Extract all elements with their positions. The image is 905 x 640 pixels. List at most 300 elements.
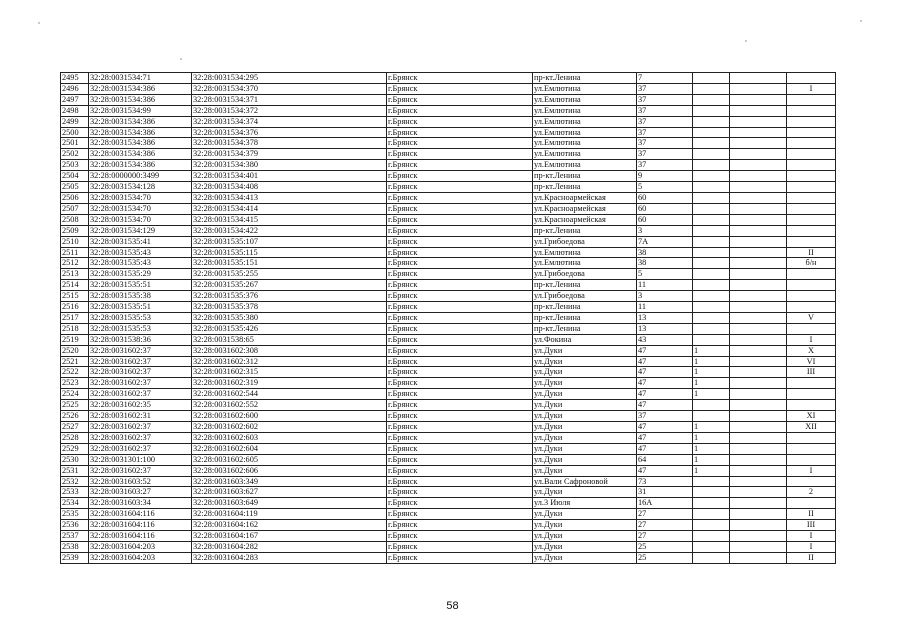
premise-number-cell xyxy=(787,138,836,149)
city-cell: г.Брянск xyxy=(387,476,533,487)
row-number-cell: 2509 xyxy=(61,225,89,236)
flat-cell xyxy=(730,160,787,171)
object-cadastral-number-cell: 32:28:0031535:267 xyxy=(192,280,387,291)
premise-number-cell: I xyxy=(787,531,836,542)
city-cell: г.Брянск xyxy=(387,280,533,291)
cadastral-number-cell: 32:28:0031535:53 xyxy=(89,323,192,334)
object-cadastral-number-cell: 32:28:0031604:283 xyxy=(192,552,387,563)
city-cell: г.Брянск xyxy=(387,302,533,313)
building-cell: 1 xyxy=(693,378,730,389)
row-number-cell: 2521 xyxy=(61,356,89,367)
cadastral-number-cell: 32:28:0031534:386 xyxy=(89,149,192,160)
building-cell xyxy=(693,73,730,84)
object-cadastral-number-cell: 32:28:0031602:544 xyxy=(192,389,387,400)
cadastral-number-cell: 32:28:0031534:386 xyxy=(89,83,192,94)
building-cell xyxy=(693,258,730,269)
table-row xyxy=(61,541,836,552)
street-cell: ул.Дуки xyxy=(533,356,637,367)
row-number-cell: 2520 xyxy=(61,345,89,356)
row-number-cell: 2524 xyxy=(61,389,89,400)
flat-cell xyxy=(730,116,787,127)
row-number-cell: 2507 xyxy=(61,203,89,214)
table-row xyxy=(61,269,836,280)
house-number-cell: 37 xyxy=(637,138,693,149)
table-row xyxy=(61,105,836,116)
premise-number-cell: I xyxy=(787,541,836,552)
table-row xyxy=(61,203,836,214)
street-cell: ул.Дуки xyxy=(533,520,637,531)
city-cell: г.Брянск xyxy=(387,225,533,236)
building-cell xyxy=(693,312,730,323)
street-cell: ул.Дуки xyxy=(533,400,637,411)
flat-cell xyxy=(730,127,787,138)
street-cell: ул.Емлютина xyxy=(533,138,637,149)
house-number-cell: 37 xyxy=(637,160,693,171)
building-cell: 1 xyxy=(693,389,730,400)
object-cadastral-number-cell: 32:28:0031534:374 xyxy=(192,116,387,127)
building-cell xyxy=(693,214,730,225)
row-number-cell: 2511 xyxy=(61,247,89,258)
premise-number-cell: 2 xyxy=(787,487,836,498)
flat-cell xyxy=(730,422,787,433)
object-cadastral-number-cell: 32:28:0031604:119 xyxy=(192,509,387,520)
premise-number-cell: I xyxy=(787,83,836,94)
scan-speck xyxy=(180,58,182,60)
flat-cell xyxy=(730,214,787,225)
street-cell: ул.Дуки xyxy=(533,432,637,443)
flat-cell xyxy=(730,400,787,411)
building-cell xyxy=(693,127,730,138)
house-number-cell: 37 xyxy=(637,94,693,105)
street-cell: ул.Дуки xyxy=(533,465,637,476)
street-cell: ул.Емлютина xyxy=(533,127,637,138)
row-number-cell: 2530 xyxy=(61,454,89,465)
flat-cell xyxy=(730,203,787,214)
object-cadastral-number-cell: 32:28:0031602:308 xyxy=(192,345,387,356)
object-cadastral-number-cell: 32:28:0031602:603 xyxy=(192,432,387,443)
building-cell: 1 xyxy=(693,345,730,356)
building-cell xyxy=(693,138,730,149)
street-cell: ул.Емлютина xyxy=(533,94,637,105)
street-cell: ул.Дуки xyxy=(533,531,637,542)
table-row xyxy=(61,422,836,433)
premise-number-cell: III xyxy=(787,367,836,378)
registry-table xyxy=(60,72,836,564)
premise-number-cell xyxy=(787,225,836,236)
premise-number-cell xyxy=(787,192,836,203)
row-number-cell: 2535 xyxy=(61,509,89,520)
street-cell: ул.Красноармейская xyxy=(533,192,637,203)
object-cadastral-number-cell: 32:28:0031534:295 xyxy=(192,73,387,84)
flat-cell xyxy=(730,312,787,323)
premise-number-cell xyxy=(787,149,836,160)
building-cell xyxy=(693,323,730,334)
row-number-cell: 2500 xyxy=(61,127,89,138)
city-cell: г.Брянск xyxy=(387,160,533,171)
page-number: 58 xyxy=(446,600,459,612)
premise-number-cell xyxy=(787,116,836,127)
flat-cell xyxy=(730,225,787,236)
house-number-cell: 5 xyxy=(637,182,693,193)
object-cadastral-number-cell: 32:28:0031535:426 xyxy=(192,323,387,334)
object-cadastral-number-cell: 32:28:0031602:604 xyxy=(192,443,387,454)
table-row xyxy=(61,356,836,367)
cadastral-number-cell: 32:28:0031603:27 xyxy=(89,487,192,498)
table-row xyxy=(61,465,836,476)
table-row xyxy=(61,116,836,127)
row-number-cell: 2523 xyxy=(61,378,89,389)
flat-cell xyxy=(730,94,787,105)
cadastral-number-cell: 32:28:0031602:37 xyxy=(89,367,192,378)
object-cadastral-number-cell: 32:28:0031534:378 xyxy=(192,138,387,149)
house-number-cell: 25 xyxy=(637,552,693,563)
building-cell xyxy=(693,83,730,94)
table-row xyxy=(61,323,836,334)
table-row xyxy=(61,236,836,247)
city-cell: г.Брянск xyxy=(387,454,533,465)
row-number-cell: 2537 xyxy=(61,531,89,542)
object-cadastral-number-cell: 32:28:0031602:312 xyxy=(192,356,387,367)
premise-number-cell xyxy=(787,182,836,193)
row-number-cell: 2536 xyxy=(61,520,89,531)
street-cell: ул.Дуки xyxy=(533,541,637,552)
building-cell xyxy=(693,509,730,520)
registry-table-body xyxy=(61,73,836,564)
flat-cell xyxy=(730,291,787,302)
building-cell: 1 xyxy=(693,465,730,476)
object-cadastral-number-cell: 32:28:0031535:380 xyxy=(192,312,387,323)
premise-number-cell xyxy=(787,432,836,443)
premise-number-cell xyxy=(787,127,836,138)
flat-cell xyxy=(730,454,787,465)
building-cell xyxy=(693,192,730,203)
street-cell: ул.Дуки xyxy=(533,552,637,563)
row-number-cell: 2518 xyxy=(61,323,89,334)
house-number-cell: 3 xyxy=(637,291,693,302)
cadastral-number-cell: 32:28:0031534:128 xyxy=(89,182,192,193)
building-cell xyxy=(693,116,730,127)
row-number-cell: 2517 xyxy=(61,312,89,323)
row-number-cell: 2512 xyxy=(61,258,89,269)
table-row xyxy=(61,138,836,149)
cadastral-number-cell: 32:28:0031535:43 xyxy=(89,247,192,258)
table-row xyxy=(61,149,836,160)
premise-number-cell: I xyxy=(787,465,836,476)
flat-cell xyxy=(730,334,787,345)
city-cell: г.Брянск xyxy=(387,247,533,258)
house-number-cell: 64 xyxy=(637,454,693,465)
building-cell xyxy=(693,302,730,313)
city-cell: г.Брянск xyxy=(387,432,533,443)
cadastral-number-cell: 32:28:0031534:386 xyxy=(89,127,192,138)
cadastral-number-cell: 32:28:0031603:34 xyxy=(89,498,192,509)
table-row xyxy=(61,509,836,520)
cadastral-number-cell: 32:28:0031534:70 xyxy=(89,203,192,214)
cadastral-number-cell: 32:28:0031534:70 xyxy=(89,192,192,203)
house-number-cell: 27 xyxy=(637,520,693,531)
building-cell xyxy=(693,552,730,563)
flat-cell xyxy=(730,531,787,542)
city-cell: г.Брянск xyxy=(387,258,533,269)
table-row xyxy=(61,520,836,531)
premise-number-cell xyxy=(787,291,836,302)
city-cell: г.Брянск xyxy=(387,323,533,334)
flat-cell xyxy=(730,236,787,247)
object-cadastral-number-cell: 32:28:0031604:162 xyxy=(192,520,387,531)
row-number-cell: 2526 xyxy=(61,411,89,422)
flat-cell xyxy=(730,443,787,454)
flat-cell xyxy=(730,192,787,203)
cadastral-number-cell: 32:28:0031534:386 xyxy=(89,116,192,127)
object-cadastral-number-cell: 32:28:0031534:370 xyxy=(192,83,387,94)
house-number-cell: 7 xyxy=(637,73,693,84)
object-cadastral-number-cell: 32:28:0031534:371 xyxy=(192,94,387,105)
building-cell: 1 xyxy=(693,454,730,465)
table-row xyxy=(61,94,836,105)
object-cadastral-number-cell: 32:28:0031602:600 xyxy=(192,411,387,422)
cadastral-number-cell: 32:28:0031534:99 xyxy=(89,105,192,116)
premise-number-cell xyxy=(787,323,836,334)
house-number-cell: 38 xyxy=(637,258,693,269)
house-number-cell: 43 xyxy=(637,334,693,345)
cadastral-number-cell: 32:28:0031602:37 xyxy=(89,422,192,433)
table-row xyxy=(61,73,836,84)
building-cell xyxy=(693,269,730,280)
city-cell: г.Брянск xyxy=(387,411,533,422)
row-number-cell: 2528 xyxy=(61,432,89,443)
object-cadastral-number-cell: 32:28:0031602:552 xyxy=(192,400,387,411)
house-number-cell: 37 xyxy=(637,149,693,160)
city-cell: г.Брянск xyxy=(387,400,533,411)
flat-cell xyxy=(730,509,787,520)
row-number-cell: 2504 xyxy=(61,171,89,182)
premise-number-cell xyxy=(787,454,836,465)
street-cell: ул.3 Июля xyxy=(533,498,637,509)
premise-number-cell xyxy=(787,160,836,171)
scan-speck xyxy=(38,22,40,24)
cadastral-number-cell: 32:28:0031604:203 xyxy=(89,541,192,552)
city-cell: г.Брянск xyxy=(387,269,533,280)
row-number-cell: 2503 xyxy=(61,160,89,171)
city-cell: г.Брянск xyxy=(387,520,533,531)
house-number-cell: 60 xyxy=(637,192,693,203)
city-cell: г.Брянск xyxy=(387,116,533,127)
house-number-cell: 37 xyxy=(637,83,693,94)
house-number-cell: 27 xyxy=(637,509,693,520)
city-cell: г.Брянск xyxy=(387,105,533,116)
premise-number-cell xyxy=(787,378,836,389)
street-cell: ул.Дуки xyxy=(533,422,637,433)
row-number-cell: 2497 xyxy=(61,94,89,105)
premise-number-cell xyxy=(787,236,836,247)
row-number-cell: 2495 xyxy=(61,73,89,84)
city-cell: г.Брянск xyxy=(387,291,533,302)
row-number-cell: 2516 xyxy=(61,302,89,313)
street-cell: пр-кт.Ленина xyxy=(533,302,637,313)
row-number-cell: 2502 xyxy=(61,149,89,160)
city-cell: г.Брянск xyxy=(387,487,533,498)
house-number-cell: 47 xyxy=(637,443,693,454)
table-row xyxy=(61,171,836,182)
street-cell: ул.Емлютина xyxy=(533,105,637,116)
premise-number-cell: XI xyxy=(787,411,836,422)
building-cell: 1 xyxy=(693,443,730,454)
building-cell xyxy=(693,225,730,236)
building-cell xyxy=(693,182,730,193)
cadastral-number-cell: 32:28:0031538:36 xyxy=(89,334,192,345)
table-row xyxy=(61,432,836,443)
house-number-cell: 60 xyxy=(637,203,693,214)
flat-cell xyxy=(730,73,787,84)
table-row xyxy=(61,454,836,465)
table-row xyxy=(61,411,836,422)
table-row xyxy=(61,225,836,236)
table-row xyxy=(61,291,836,302)
house-number-cell: 3 xyxy=(637,225,693,236)
premise-number-cell xyxy=(787,269,836,280)
row-number-cell: 2531 xyxy=(61,465,89,476)
flat-cell xyxy=(730,541,787,552)
house-number-cell: 27 xyxy=(637,531,693,542)
street-cell: пр-кт.Ленина xyxy=(533,323,637,334)
flat-cell xyxy=(730,149,787,160)
table-row xyxy=(61,127,836,138)
table-row xyxy=(61,400,836,411)
street-cell: ул.Емлютина xyxy=(533,258,637,269)
flat-cell xyxy=(730,411,787,422)
street-cell: пр-кт.Ленина xyxy=(533,171,637,182)
house-number-cell: 47 xyxy=(637,356,693,367)
cadastral-number-cell: 32:28:0031602:31 xyxy=(89,411,192,422)
object-cadastral-number-cell: 32:28:0031534:401 xyxy=(192,171,387,182)
row-number-cell: 2498 xyxy=(61,105,89,116)
house-number-cell: 47 xyxy=(637,400,693,411)
city-cell: г.Брянск xyxy=(387,312,533,323)
row-number-cell: 2505 xyxy=(61,182,89,193)
flat-cell xyxy=(730,323,787,334)
street-cell: ул.Фокина xyxy=(533,334,637,345)
premise-number-cell xyxy=(787,443,836,454)
flat-cell xyxy=(730,258,787,269)
building-cell xyxy=(693,280,730,291)
row-number-cell: 2527 xyxy=(61,422,89,433)
cadastral-number-cell: 32:28:0031534:129 xyxy=(89,225,192,236)
street-cell: пр-кт.Ленина xyxy=(533,225,637,236)
street-cell: пр-кт.Ленина xyxy=(533,312,637,323)
table-row xyxy=(61,476,836,487)
street-cell: ул.Дуки xyxy=(533,487,637,498)
flat-cell xyxy=(730,83,787,94)
premise-number-cell xyxy=(787,389,836,400)
object-cadastral-number-cell: 32:28:0031603:627 xyxy=(192,487,387,498)
premise-number-cell: II xyxy=(787,509,836,520)
premise-number-cell: V xyxy=(787,312,836,323)
table-row xyxy=(61,443,836,454)
cadastral-number-cell: 32:28:0031604:203 xyxy=(89,552,192,563)
flat-cell xyxy=(730,432,787,443)
cadastral-number-cell: 32:28:0031602:37 xyxy=(89,443,192,454)
city-cell: г.Брянск xyxy=(387,345,533,356)
row-number-cell: 2525 xyxy=(61,400,89,411)
premise-number-cell xyxy=(787,73,836,84)
premise-number-cell xyxy=(787,302,836,313)
city-cell: г.Брянск xyxy=(387,378,533,389)
street-cell: ул.Дуки xyxy=(533,454,637,465)
object-cadastral-number-cell: 32:28:0031602:319 xyxy=(192,378,387,389)
flat-cell xyxy=(730,345,787,356)
object-cadastral-number-cell: 32:28:0031602:605 xyxy=(192,454,387,465)
cadastral-number-cell: 32:28:0031534:70 xyxy=(89,214,192,225)
house-number-cell: 11 xyxy=(637,302,693,313)
table-row xyxy=(61,280,836,291)
table-row xyxy=(61,258,836,269)
row-number-cell: 2499 xyxy=(61,116,89,127)
scan-speck xyxy=(745,40,747,42)
building-cell xyxy=(693,236,730,247)
premise-number-cell xyxy=(787,280,836,291)
building-cell xyxy=(693,498,730,509)
premise-number-cell xyxy=(787,400,836,411)
premise-number-cell: X xyxy=(787,345,836,356)
city-cell: г.Брянск xyxy=(387,214,533,225)
premise-number-cell xyxy=(787,171,836,182)
premise-number-cell: VI xyxy=(787,356,836,367)
house-number-cell: 47 xyxy=(637,422,693,433)
street-cell: ул.Емлютина xyxy=(533,247,637,258)
cadastral-number-cell: 32:28:0031534:386 xyxy=(89,94,192,105)
cadastral-number-cell: 32:28:0031602:35 xyxy=(89,400,192,411)
flat-cell xyxy=(730,171,787,182)
street-cell: ул.Грибоедова xyxy=(533,291,637,302)
house-number-cell: 60 xyxy=(637,214,693,225)
object-cadastral-number-cell: 32:28:0031604:282 xyxy=(192,541,387,552)
premise-number-cell xyxy=(787,498,836,509)
premise-number-cell xyxy=(787,105,836,116)
premise-number-cell: II xyxy=(787,247,836,258)
city-cell: г.Брянск xyxy=(387,236,533,247)
city-cell: г.Брянск xyxy=(387,443,533,454)
street-cell: пр-кт.Ленина xyxy=(533,73,637,84)
table-row xyxy=(61,334,836,345)
street-cell: ул.Дуки xyxy=(533,443,637,454)
object-cadastral-number-cell: 32:28:0031535:376 xyxy=(192,291,387,302)
object-cadastral-number-cell: 32:28:0031534:372 xyxy=(192,105,387,116)
table-row xyxy=(61,182,836,193)
house-number-cell: 37 xyxy=(637,411,693,422)
object-cadastral-number-cell: 32:28:0031538:65 xyxy=(192,334,387,345)
cadastral-number-cell: 32:28:0031604:116 xyxy=(89,531,192,542)
table-row xyxy=(61,302,836,313)
house-number-cell: 47 xyxy=(637,367,693,378)
house-number-cell: 47 xyxy=(637,432,693,443)
street-cell: ул.Дуки xyxy=(533,411,637,422)
row-number-cell: 2534 xyxy=(61,498,89,509)
object-cadastral-number-cell: 32:28:0031534:414 xyxy=(192,203,387,214)
flat-cell xyxy=(730,389,787,400)
city-cell: г.Брянск xyxy=(387,498,533,509)
street-cell: ул.Дуки xyxy=(533,367,637,378)
building-cell xyxy=(693,94,730,105)
street-cell: ул.Красноармейская xyxy=(533,203,637,214)
row-number-cell: 2533 xyxy=(61,487,89,498)
premise-number-cell xyxy=(787,94,836,105)
city-cell: г.Брянск xyxy=(387,367,533,378)
house-number-cell: 9 xyxy=(637,171,693,182)
street-cell: ул.Вали Сафроновой xyxy=(533,476,637,487)
street-cell: ул.Емлютина xyxy=(533,149,637,160)
premise-number-cell: б/н xyxy=(787,258,836,269)
city-cell: г.Брянск xyxy=(387,552,533,563)
